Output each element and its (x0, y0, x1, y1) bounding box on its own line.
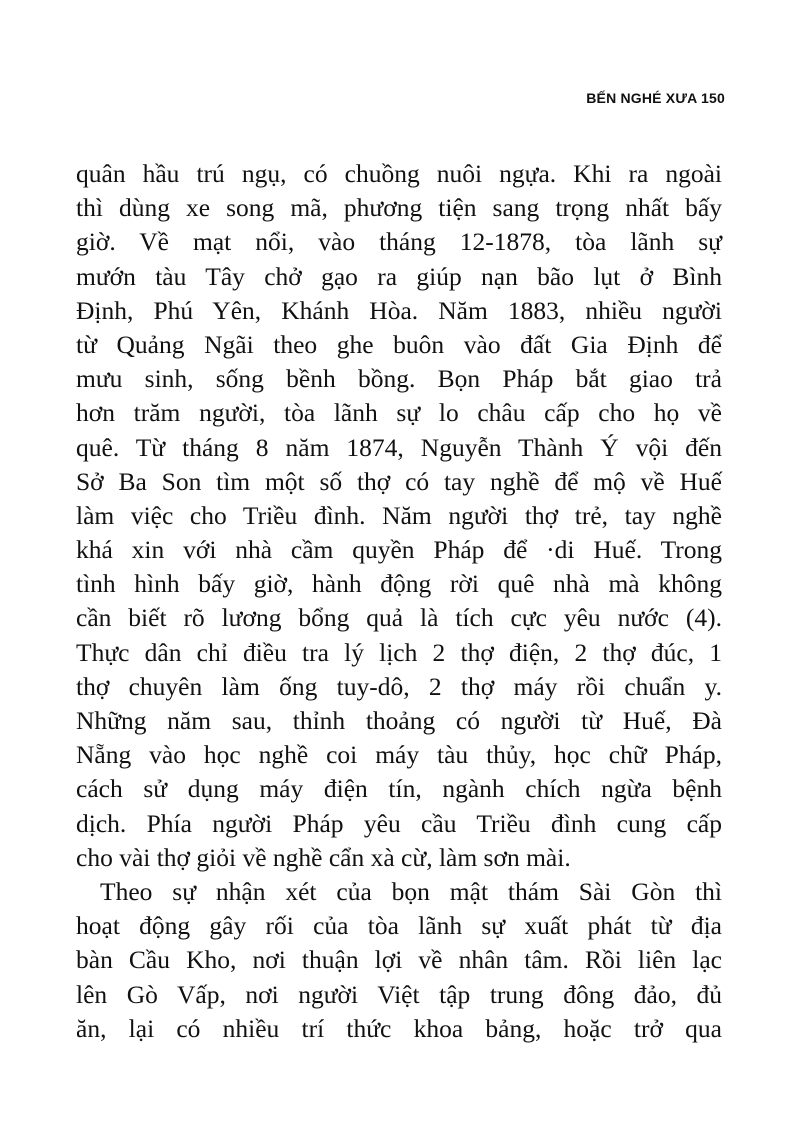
text-line: cho vài thợ giỏi về nghề cẩn xà cừ, làm sơn mài. (76, 842, 571, 872)
text-line: khá xin với nhà cầm quyền Pháp để ·di Huế. Trong (76, 535, 722, 565)
text-line: Nẵng vào học nghề coi máy tàu thủy, học chữ Pháp, (76, 740, 722, 770)
text-line: làm việc cho Triều đình. Năm người thợ trẻ, tay nghề (76, 500, 722, 530)
text-line: dịch. Phía người Pháp yêu cầu Triều đình cung cấp (76, 808, 722, 838)
running-header: BẾN NGHÉ XƯA 150 (586, 90, 725, 106)
text-line: tình hình bấy giờ, hành động rời quê nhà mà không (76, 569, 722, 599)
text-line: bàn Cầu Kho, nơi thuận lợi về nhân tâm. Rồi liên lạc (76, 945, 722, 975)
text-line: cần biết rõ lương bổng quả là tích cực yêu nước (4). (76, 603, 722, 633)
text-line: thì dùng xe song mã, phương tiện sang trọng nhất bấy (76, 193, 722, 223)
text-line: Định, Phú Yên, Khánh Hòa. Năm 1883, nhiều người (76, 295, 722, 325)
text-line: cách sử dụng máy điện tín, ngành chích ngừa bệnh (76, 774, 722, 804)
paragraph-first-line: Theo sự nhận xét của bọn mật thám Sài Gòn thì (100, 876, 722, 906)
text-line: ăn, lại có nhiều trí thức khoa bảng, hoặc trở qua (76, 1013, 722, 1043)
text-line: lên Gò Vấp, nơi người Việt tập trung đông đảo, đủ (76, 979, 722, 1009)
text-line: quân hầu trú ngụ, có chuồng nuôi ngựa. Khi ra ngoài (76, 159, 722, 188)
text-line: hơn trăm người, tòa lãnh sự lo châu cấp cho họ về (76, 398, 722, 428)
text-line: từ Quảng Ngãi theo ghe buôn vào đất Gia Định để (76, 329, 722, 359)
text-line: mướn tàu Tây chở gạo ra giúp nạn bão lụt ở Bình (76, 261, 722, 291)
text-line: mưu sinh, sống bềnh bồng. Bọn Pháp bắt giao trả (76, 364, 722, 394)
text-line: Sở Ba Son tìm một số thợ có tay nghề để mộ về Huế (76, 466, 722, 496)
text-line: giờ. Về mạt nổi, vào tháng 12-1878, tòa lãnh sự (76, 227, 722, 257)
text-line: quê. Từ tháng 8 năm 1874, Nguyễn Thành Ý vội đến (76, 432, 722, 462)
text-line: thợ chuyên làm ống tuy-dô, 2 thợ máy rồi chuẩn y. (76, 671, 722, 701)
text-line: Thực dân chỉ điều tra lý lịch 2 thợ điện, 2 thợ đúc, 1 (76, 637, 722, 667)
text-line: hoạt động gây rối của tòa lãnh sự xuất phát từ địa (76, 911, 722, 941)
body-text (76, 157, 722, 1046)
text-line: Những năm sau, thỉnh thoảng có người từ Huế, Đà (76, 706, 722, 735)
